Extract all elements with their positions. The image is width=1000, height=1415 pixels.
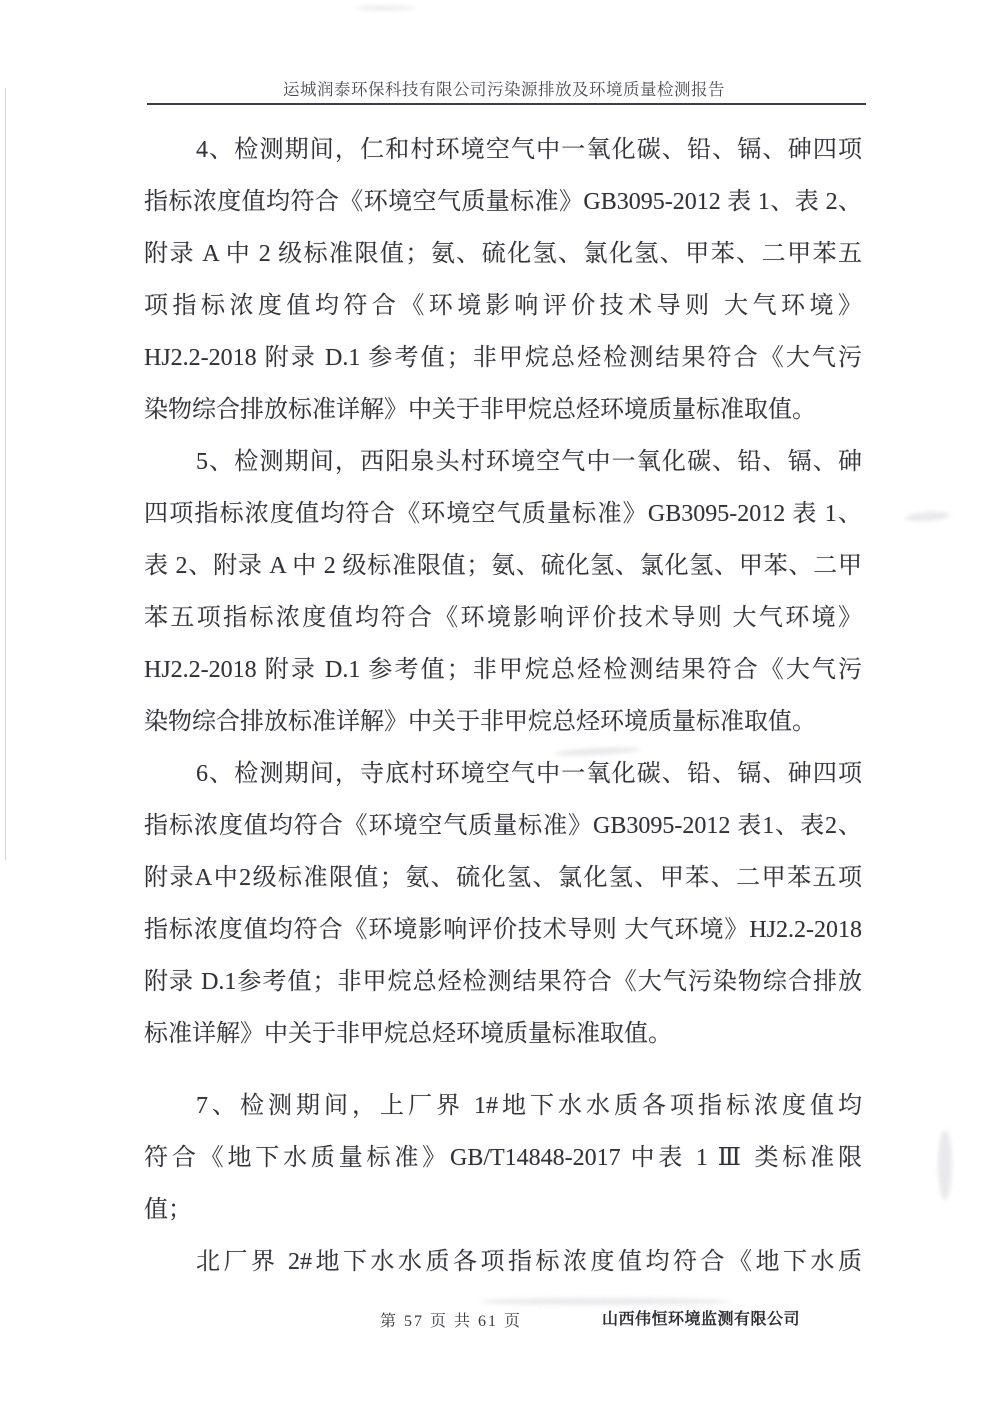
footer-page-number: 第 57 页 共 61 页: [380, 1313, 523, 1330]
text-line: 4、检测期间，仁和村环境空气中一氧化碳、铅、镉、砷四项: [196, 137, 862, 163]
scan-artifact-smudge: [355, 6, 415, 10]
scan-artifact-smudge: [938, 1130, 952, 1200]
paragraph-6: [144, 748, 862, 1060]
text-line: 指标浓度值均符合《环境空气质量标准》GB3095-2012 表1、表2、: [144, 813, 862, 839]
text-line: 附录 D.1参考值；非甲烷总烃检测结果符合《大气污染物综合排放: [144, 969, 862, 995]
text-line: HJ2.2-2018 附录 D.1 参考值；非甲烷总烃检测结果符合《大气污: [144, 657, 862, 683]
text-line: 指标浓度值均符合《环境空气质量标准》GB3095-2012 表 1、表 2、: [144, 189, 862, 215]
text-line: HJ2.2-2018 附录 D.1 参考值；非甲烷总烃检测结果符合《大气污: [144, 345, 862, 371]
paragraph-4: [144, 124, 862, 436]
text-line: 苯五项指标浓度值均符合《环境影响评价技术导则 大气环境》: [144, 605, 862, 631]
text-line: 7、检测期间，上厂界 1#地下水水质各项指标浓度值均: [196, 1093, 862, 1119]
text-line: 染物综合排放标准详解》中关于非甲烷总烃环境质量标准取值。: [144, 397, 816, 423]
text-line: 值；: [144, 1197, 192, 1223]
text-line: 符合《地下水质量标准》GB/T14848-2017 中表 1 Ⅲ 类标准限: [144, 1145, 862, 1171]
text-line: 项指标浓度值均符合《环境影响评价技术导则 大气环境》: [144, 293, 862, 319]
paragraph-7-continued: [144, 1236, 862, 1288]
header-divider: [147, 103, 866, 105]
text-line: 5、检测期间，西阳泉头村环境空气中一氧化碳、铅、镉、砷: [196, 449, 862, 475]
text-line: 附录 A 中 2 级标准限值；氨、硫化氢、氯化氢、甲苯、二甲苯五: [144, 241, 862, 267]
text-line: 表 2、附录 A 中 2 级标准限值；氨、硫化氢、氯化氢、甲苯、二甲: [144, 553, 862, 579]
text-line: 北厂界 2#地下水水质各项指标浓度值均符合《地下水质: [196, 1249, 862, 1275]
text-line: 四项指标浓度值均符合《环境空气质量标准》GB3095-2012 表 1、: [144, 501, 862, 527]
text-line: 标准详解》中关于非甲烷总烃环境质量标准取值。: [144, 1021, 672, 1047]
footer-company-name: 山西伟恒环境监测有限公司: [602, 1311, 801, 1328]
paragraph-7: [144, 1080, 862, 1236]
scan-artifact-edge-line: [5, 88, 6, 860]
scan-artifact-smudge: [905, 510, 951, 522]
scan-artifact-smudge: [480, 1298, 730, 1305]
paragraph-5: [144, 436, 862, 748]
report-body: [144, 124, 862, 1288]
text-line: 6、检测期间，寺底村环境空气中一氧化碳、铅、镉、砷四项: [196, 761, 862, 787]
text-line: 染物综合排放标准详解》中关于非甲烷总烃环境质量标准取值。: [144, 709, 816, 735]
report-header-title: 运城润泰环保科技有限公司污染源排放及环境质量检测报告: [283, 80, 725, 99]
text-line: 指标浓度值均符合《环境影响评价技术导则 大气环境》HJ2.2-2018: [144, 917, 862, 943]
text-line: 附录A中2级标准限值；氨、硫化氢、氯化氢、甲苯、二甲苯五项: [144, 865, 862, 891]
